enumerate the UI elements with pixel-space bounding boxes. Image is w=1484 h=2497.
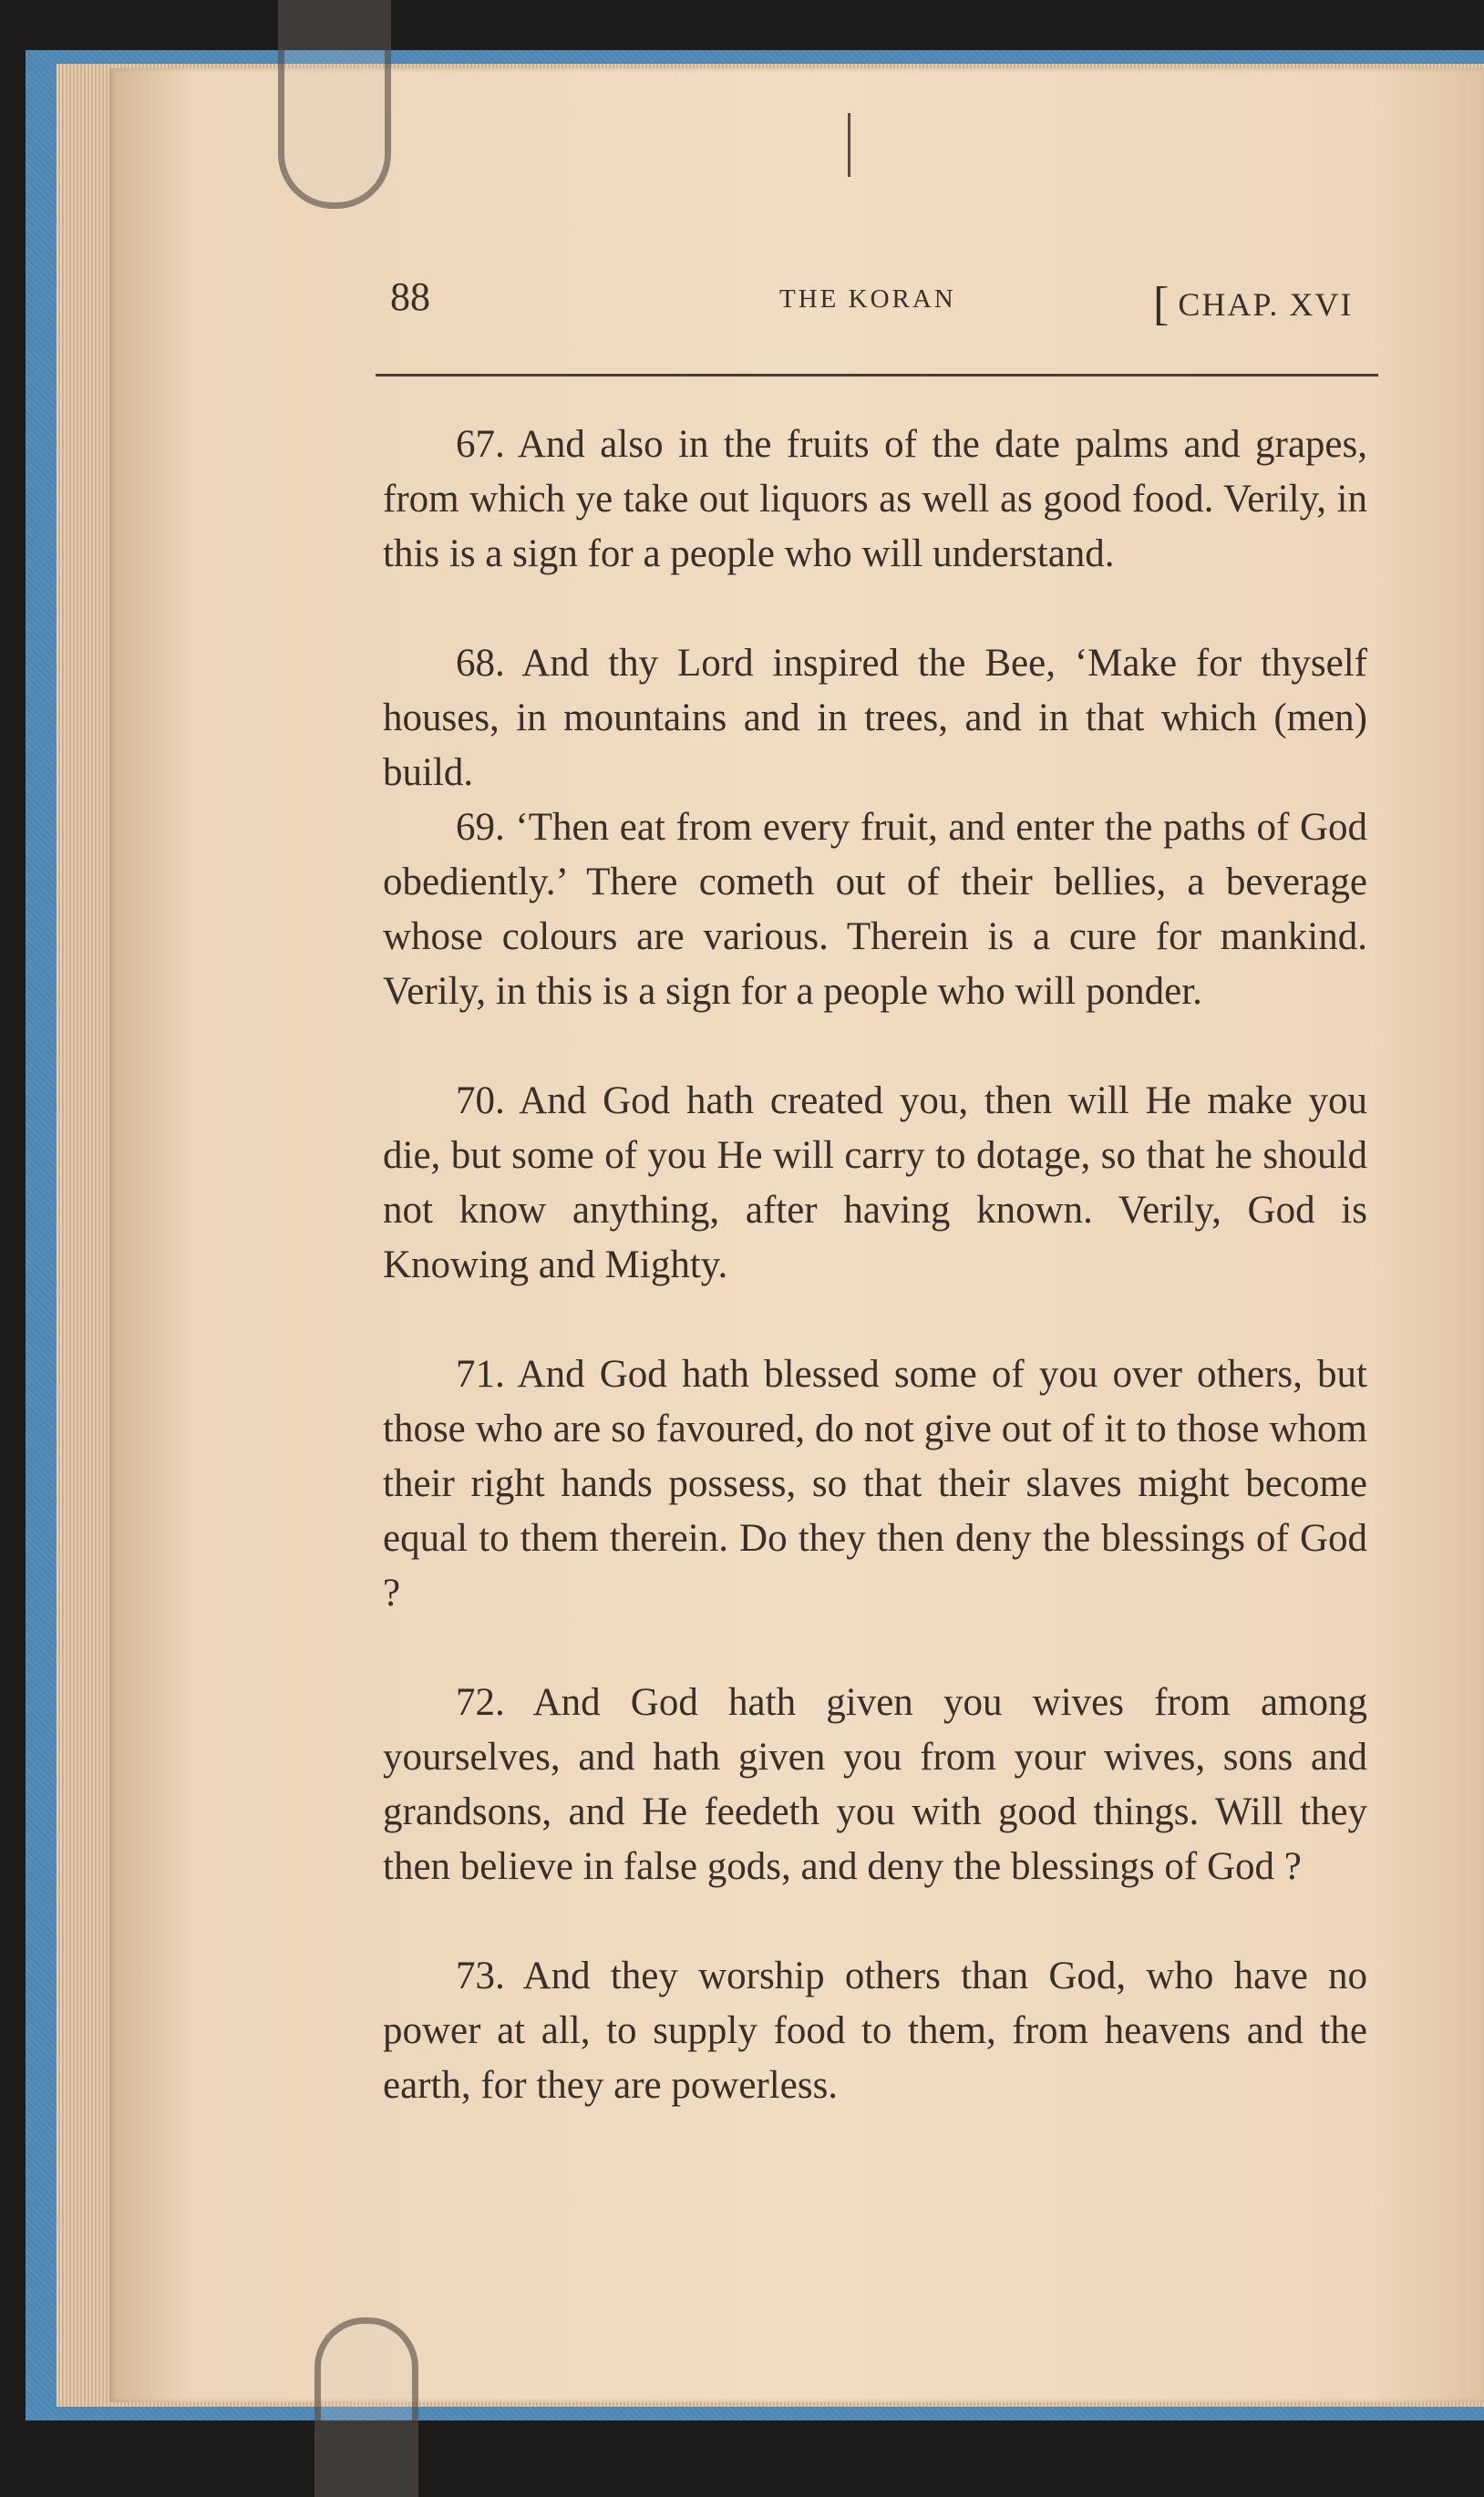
header-rule <box>376 374 1378 377</box>
ink-mark <box>848 113 850 177</box>
page-number: 88 <box>390 274 430 319</box>
verse-70: 70. And God hath created you, then will He make you die, but some of you He will carry to dotage, so that he should not know anything, after having known. Verily, God is Knowing and Mighty. <box>383 1079 1367 1286</box>
chapter-label: CHAP. XVI <box>1178 286 1354 323</box>
verse-67: 67. And also in the fruits of the date palms and grapes, from which ye take out liquors as well as good food. Verily, in this is a sign for a people who will understand. <box>383 423 1367 575</box>
page-clip-bottom <box>314 2317 418 2497</box>
chapter-bracket: [ <box>1153 278 1170 330</box>
verse-68: 68. And thy Lord inspired the Bee, ‘Make for thyself houses, in mountains and in trees, and in that which (men) build. <box>383 642 1367 794</box>
running-title: THE KORAN <box>779 284 956 314</box>
chapter-heading <box>1153 273 1354 330</box>
verse-71: 71. And God hath blessed some of you over others, but those who are so favoured, do not give out of it to those whom their right hands possess, so that their slaves might become equal to them therein. Do they then deny the blessings of God ? <box>383 1353 1367 1615</box>
page-clip-top <box>278 0 391 209</box>
verse-69: 69. ‘Then eat from every fruit, and enter the paths of God obediently.’ There cometh out of their bellies, a beverage whose colours are various. Therein is a cure for mankind. Verily, in this is a sign for a people who will ponder. <box>383 806 1367 1013</box>
verse-73: 73. And they worship others than God, who have no power at all, to supply food to them, from heavens and the earth, for they are powerless. <box>383 1955 1367 2107</box>
verse-72: 72. And God hath given you wives from among yourselves, and hath given you from your wives, sons and grandsons, and He feedeth you with good things. Will they then believe in false gods, and deny the blessings of God ? <box>383 1681 1367 1888</box>
